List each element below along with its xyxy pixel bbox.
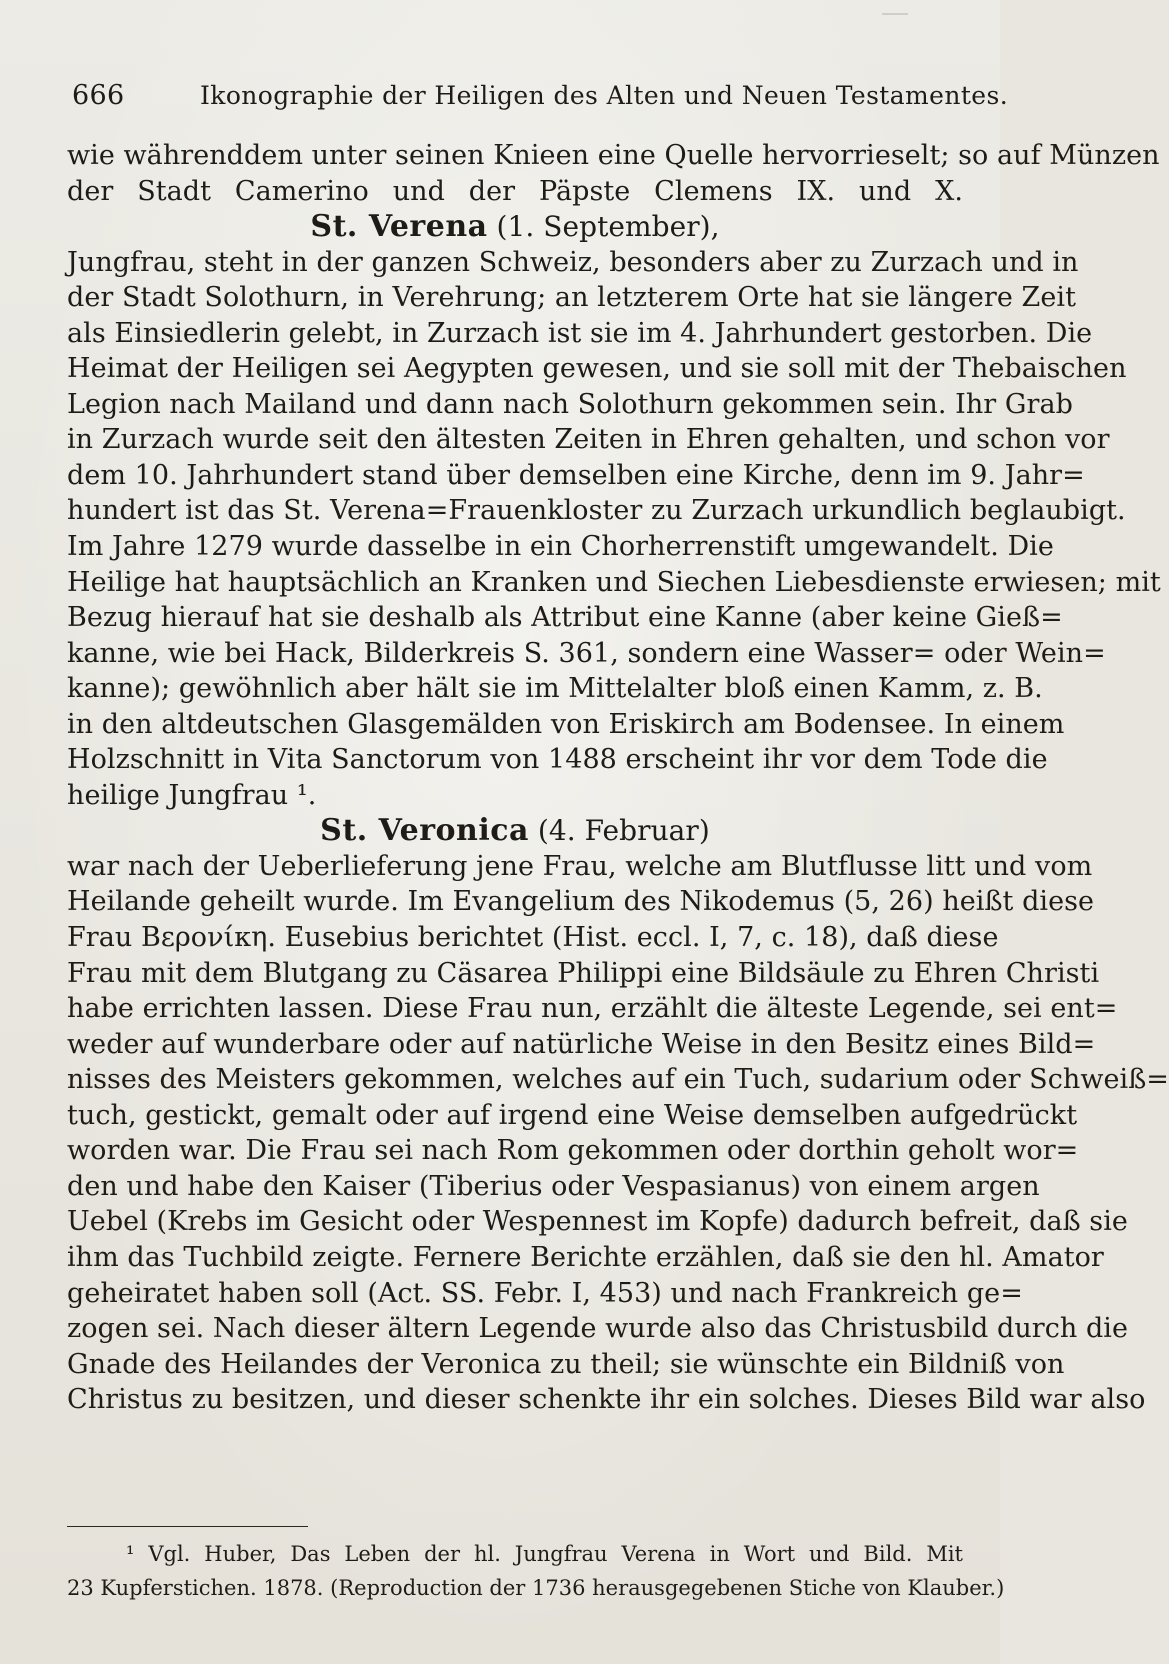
text-line: Holzschnitt in Vita Sanctorum von 1488 erscheint ihr vor dem Tode die [67,744,1048,776]
text-line: geheiratet haben soll (Act. SS. Febr. I, 453) und nach Frankreich ge= [67,1277,1023,1309]
footnotes [67,1537,1005,1605]
text-line: nisses des Meisters gekommen, welches auf ein Tuch, sudarium oder Schweiß= [67,1064,1169,1096]
text-line: ihm das Tuchbild zeigte. Fernere Berichte erzählen, daß sie den hl. Amator [67,1241,1104,1273]
text-line: Frau mit dem Blutgang zu Cäsarea Philippi eine Bildsäule zu Ehren Christi [67,957,1100,989]
footnote-divider [67,1526,308,1527]
text-line: war nach der Ueberlieferung jene Frau, welche am Blutflusse litt und vom [67,850,1093,882]
text-line: als Einsiedlerin gelebt, in Zurzach ist sie im 4. Jahrhundert gestorben. Die [67,317,1093,349]
feast-date: (1. September), [496,210,720,244]
text-line: Christus zu besitzen, und dieser schenkte ihr ein solches. Dieses Bild war also [67,1384,1146,1416]
text-line: Heilige hat hauptsächlich an Kranken und Siechen Liebesdienste erwiesen; mit [67,566,1161,598]
text-line: Heilande geheilt wurde. Im Evangelium des Nikodemus (5, 26) heißt diese [67,886,1095,918]
text-line: weder auf wunderbare oder auf natürliche Weise in den Besitz eines Bild= [67,1028,1096,1060]
text-line: der Stadt Solothurn, in Verehrung; an letzterem Orte hat sie längere Zeit [67,282,1076,314]
text-line: hundert ist das St. Verena=Frauenkloster zu Zurzach urkundlich beglaubigt. [67,495,1126,527]
text-line: den und habe den Kaiser (Tiberius oder Vespasianus) von einem argen [67,1170,1040,1202]
text-line: habe errichten lassen. Diese Frau nun, erzählt die älteste Legende, sei ent= [67,993,1118,1025]
text-line: zogen sei. Nach dieser ältern Legende wurde also das Christusbild durch die [67,1313,1129,1345]
page-header [72,80,1009,112]
page-number: 666 [72,80,125,111]
section-heading-verena [67,209,963,245]
body-text [67,138,1169,1418]
text-line: tuch, gestickt, gemalt oder auf irgend eine Weise demselben aufgedrückt [67,1099,1078,1131]
text-line: Im Jahre 1279 wurde dasselbe in ein Chorherrenstift umgewandelt. Die [67,531,1054,563]
text-line: kanne); gewöhnlich aber hält sie im Mittelalter bloß einen Kamm, z. B. [67,673,1043,705]
text-line: in den altdeutschen Glasgemälden von Eriskirch am Bodensee. In einem [67,708,1065,740]
running-title: Ikonographie der Heiligen des Alten und Neuen Testamentes. [200,81,1009,110]
section-heading-veronica [67,813,963,849]
text-line: wie währenddem unter seinen Knieen eine Quelle hervorrieselt; so auf Münzen [67,140,1160,171]
text-line: Jungfrau, steht in der ganzen Schweiz, besonders aber zu Zurzach und in [67,246,1079,278]
text-line: Frau Βερονίκη. Eusebius berichtet (Hist. eccl. I, 7, c. 18), daß diese [67,922,999,954]
feast-date: (4. Februar) [537,814,710,848]
saint-name: St. Veronica [320,813,529,849]
footnote-line: ¹ Vgl. Huber, Das Leben der hl. Jungfrau Verena in Wort und Bild. Mit [126,1542,963,1566]
text-line: Uebel (Krebs im Gesicht oder Wespennest im Kopfe) dadurch befreit, daß sie [67,1206,1128,1238]
text-line: heilige Jungfrau ¹. [67,779,317,811]
text-line: der Stadt Camerino und der Päpste Clemens IX. und X. [67,175,963,207]
text-line: Heimat der Heiligen sei Aegypten gewesen, und sie soll mit der Thebaischen [67,353,1127,385]
text-line: Gnade des Heilandes der Veronica zu theil; sie wünschte ein Bildniß von [67,1348,1065,1380]
text-line: worden war. Die Frau sei nach Rom gekommen oder dorthin geholt wor= [67,1135,1079,1167]
footnote-line: 23 Kupferstichen. 1878. (Reproduction der 1736 herausgegebenen Stiche von Klauber.) [67,1576,1005,1600]
text-line: in Zurzach wurde seit den ältesten Zeiten in Ehren gehalten, und schon vor [67,424,1110,456]
text-line: Legion nach Mailand und dann nach Solothurn gekommen sein. Ihr Grab [67,388,1073,420]
text-line: dem 10. Jahrhundert stand über demselben eine Kirche, denn im 9. Jahr= [67,459,1085,491]
text-line: kanne, wie bei Hack, Bilderkreis S. 361, sondern eine Wasser= oder Wein= [67,637,1106,669]
saint-name: St. Verena [310,209,488,245]
scan-speck [882,13,908,15]
text-line: Bezug hierauf hat sie deshalb als Attribut eine Kanne (aber keine Gieß= [67,602,1063,634]
